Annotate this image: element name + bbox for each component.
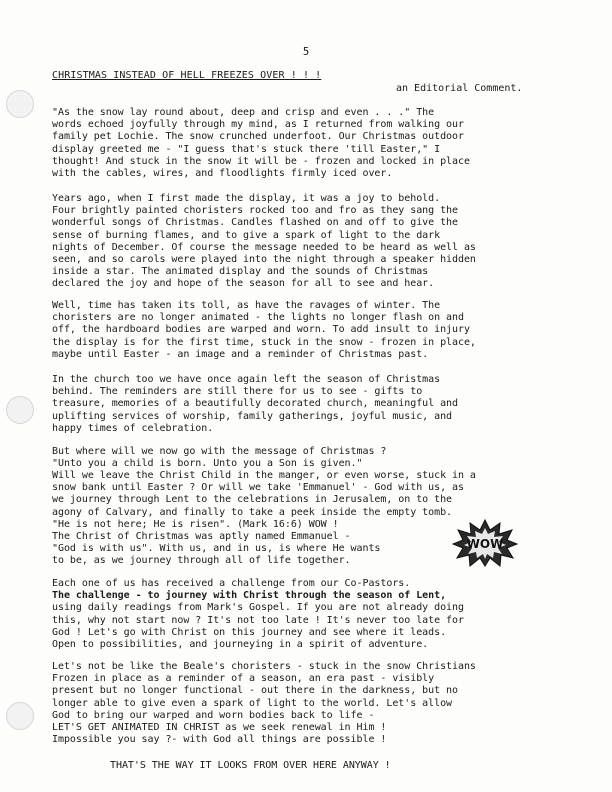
article-title: CHRISTMAS INSTEAD OF HELL FREEZES OVER ! ! ! <box>52 70 322 81</box>
text-line: sense of burning flames, and to give a spark of light to the dark <box>52 229 441 241</box>
text-line: to be, as we journey through all of life together. <box>52 555 351 567</box>
text-line: behind. The reminders are still there for us to see - gifts to <box>52 386 423 398</box>
text-line: The challenge - to journey with Christ through the season of Lent, <box>52 590 447 602</box>
text-line: words echoed joyfully through my mind, as I returned from walking our <box>52 119 464 131</box>
text-line: God ! Let's go with Christ on this journey and see where it leads. <box>52 626 447 638</box>
paragraph-5 <box>52 470 476 568</box>
text-line: Each one of us has received a challenge from our Co-Pastors. <box>52 578 411 589</box>
text-line: In the church too we have once again left the season of Christmas <box>52 374 441 385</box>
page-number: 5 <box>302 46 310 58</box>
text-line: Years ago, when I first made the display, it was a joy to behold. <box>52 193 441 204</box>
text-line: the display is for the first time, stuck in the snow - frozen in place, <box>52 336 476 348</box>
text-line: nights of December. Of course the message needed to be heard as well as <box>52 241 476 253</box>
binder-hole-bottom <box>6 702 34 730</box>
text-line: off, the hardboard bodies are warped and worn. To add insult to injury <box>52 324 470 336</box>
wow-burst-icon <box>452 519 518 567</box>
text-line: "God is with us". With us, and in us, is where He wants <box>52 543 381 555</box>
text-line: we journey through Lent to the celebrations in Jerusalem, on to the <box>52 494 453 506</box>
text-line: Open to possibilities, and journeying in a spirit of adventure. <box>52 638 429 650</box>
paragraph-4 <box>52 374 458 435</box>
text-line: choristers are no longer animated - the lights no longer flash on and <box>52 312 464 324</box>
text-line: "Unto you a child is born. Unto you a Son is given." <box>52 458 363 470</box>
text-line: Four brightly painted choristers rocked too and fro as they sang the <box>52 205 458 217</box>
text-line: happy times of celebration. <box>52 422 214 434</box>
wow-clipart <box>452 519 518 567</box>
text-line: But where will we now go with the message of Christmas ? <box>52 446 387 457</box>
binder-hole-middle <box>6 396 34 424</box>
text-line: using daily readings from Mark's Gospel. If you are not already doing <box>52 602 464 614</box>
text-line: this, why not start now ? It's not too late ! It's never too late for <box>52 614 464 626</box>
text-line: thought! And stuck in the snow it will be - frozen and locked in place <box>52 155 470 167</box>
text-line: wonderful songs of Christmas. Candles flashed on and off to give the <box>52 217 458 229</box>
paragraph-2 <box>52 193 476 291</box>
paragraph-6 <box>52 578 464 651</box>
text-line: "He is not here; He is risen". (Mark 16:6) WOW ! <box>52 518 339 530</box>
paragraph-1 <box>52 107 470 180</box>
paragraph-7 <box>52 661 476 746</box>
text-line: "As the snow lay round about, deep and crisp and even . . ." The <box>52 107 435 118</box>
text-line: Will we leave the Christ Child in the manger, or even worse, stuck in a <box>52 470 476 481</box>
wow-badge-text: WOW <box>466 537 504 551</box>
text-line: agony of Calvary, and finally to take a peek inside the empty tomb. <box>52 506 453 518</box>
text-line: snow bank until Easter ? Or will we take 'Emmanuel' - God with us, as <box>52 482 464 494</box>
text-line: with the cables, wires, and floodlights firmly iced over. <box>52 167 393 179</box>
text-line: display greeted me - "I guess that's stuck there 'till Easter," I <box>52 143 441 155</box>
text-line: The Christ of Christmas was aptly named Emmanuel - <box>52 530 351 542</box>
text-line: Well, time has taken its toll, as have the ravages of winter. The <box>52 300 441 311</box>
text-line: inside a star. The animated display and the sounds of Christmas <box>52 266 429 278</box>
article-subtitle: an Editorial Comment. <box>396 83 523 94</box>
paragraph-3 <box>52 300 476 361</box>
text-line: Frozen in place as a reminder of a season, an era past - visibly <box>52 673 435 685</box>
closing-line: THAT'S THE WAY IT LOOKS FROM OVER HERE ANYWAY ! <box>110 760 391 771</box>
text-line: maybe until Easter - an image and a reminder of Christmas past. <box>52 348 429 360</box>
text-line: Impossible you say ?- with God all things are possible ! <box>52 734 387 746</box>
paragraph-5-question <box>52 446 386 470</box>
text-line: God to bring our warped and worn bodies back to life - <box>52 709 375 721</box>
text-line: seen, and so carols were played into the night through a speaker hidden <box>52 253 476 265</box>
binder-hole-top <box>6 90 34 118</box>
text-line: longer able to give even a spark of light to the world. Let's allow <box>52 697 453 709</box>
text-line: declared the joy and hope of the season for all to see and hear. <box>52 278 435 290</box>
text-line: uplifting services of worship, family gatherings, joyful music, and <box>52 410 453 422</box>
text-line: LET'S GET ANIMATED IN CHRIST as we seek renewal in Him ! <box>52 721 387 733</box>
text-line: family pet Lochie. The snow crunched underfoot. Our Christmas outdoor <box>52 131 464 143</box>
text-line: Let's not be like the Beale's choristers - stuck in the snow Christians <box>52 661 476 672</box>
text-line: present but no longer functional - out there in the darkness, but no <box>52 685 458 697</box>
text-line: treasure, memories of a beautifully decorated church, meaningful and <box>52 398 458 410</box>
